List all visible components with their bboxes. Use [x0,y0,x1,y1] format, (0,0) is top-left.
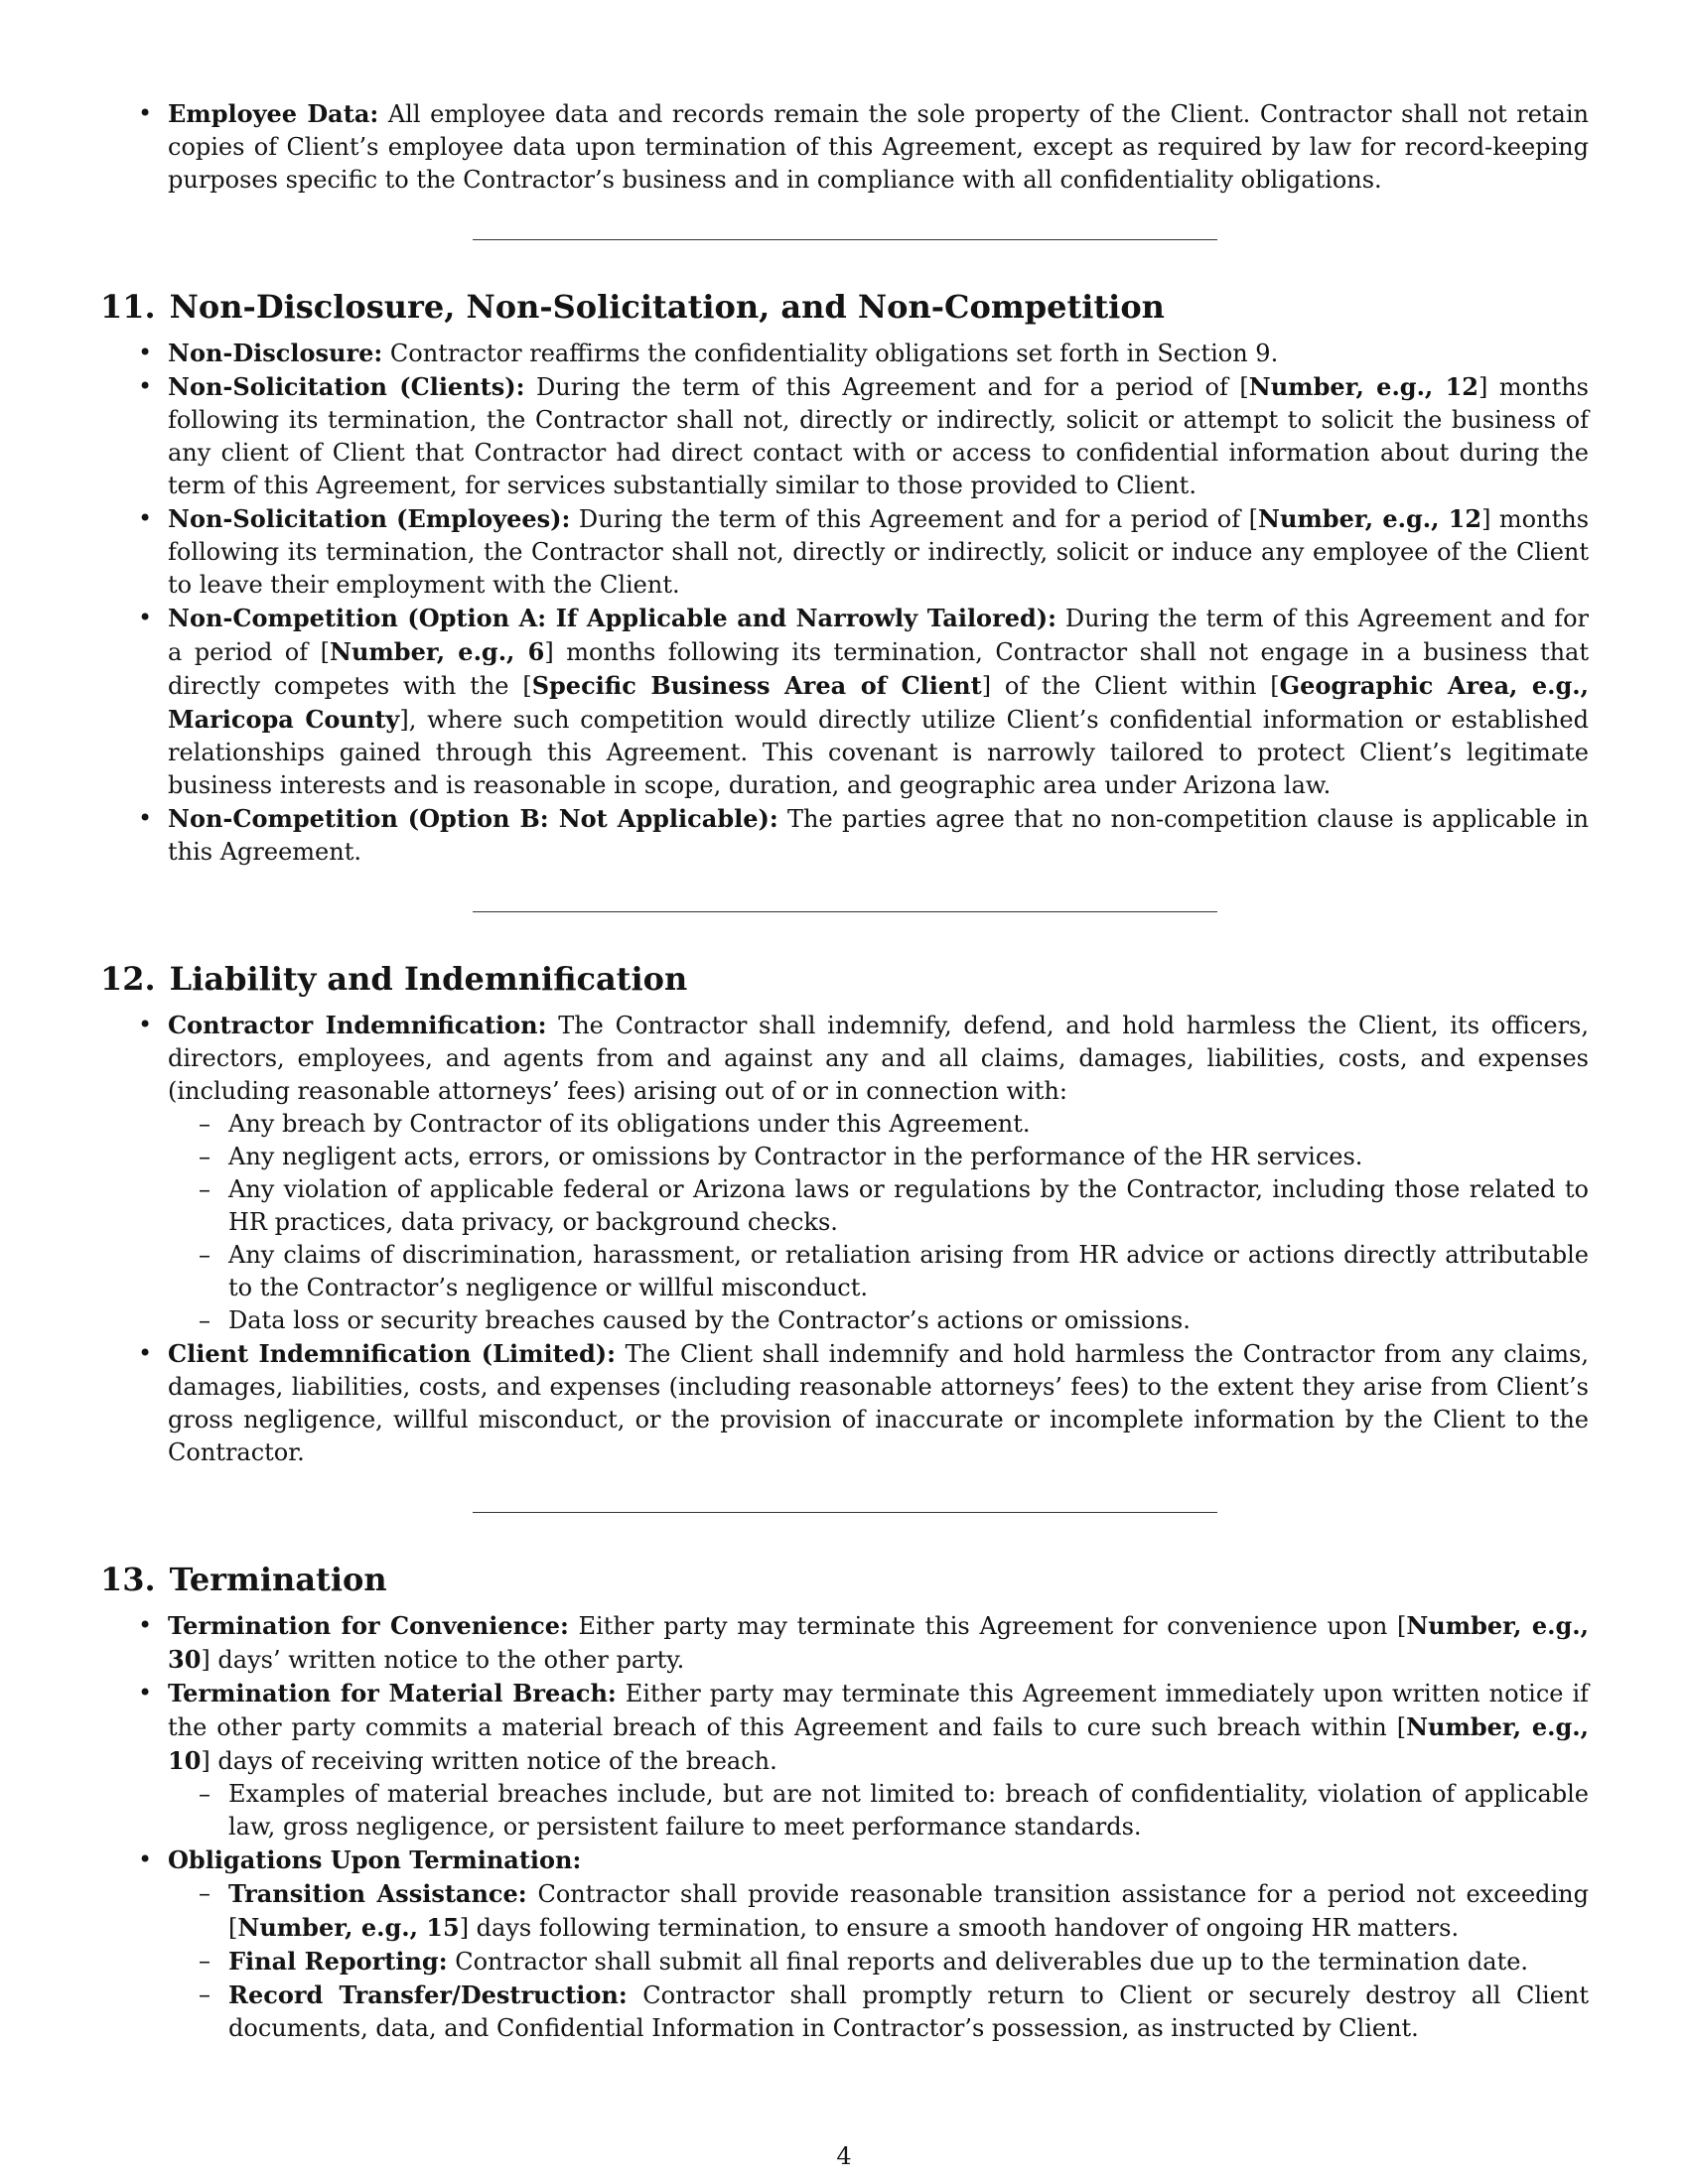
sub-list-item: – Any negligent acts, errors, or omissions by Contractor in the performance of the HR services. [168,1141,1589,1173]
sub-list-item: – Examples of material breaches include, but are not limited to: breach of confidentiality, violation of applicable law, gross negligence, or persistent failure to meet performance standards. [168,1778,1589,1843]
sub-list-item: – Any claims of discrimination, harassment, or retaliation arising from HR advice or actions directly attributable to the Contractor’s negligence or willful misconduct. [168,1239,1589,1304]
list-item: • Termination for Convenience: Either party may terminate this Agreement for convenience upon [Number, e.g., 30] days’ written notice to the other party. [100,1609,1589,1677]
sub-list [168,1877,1589,2045]
document-page [100,97,1589,2045]
list-item: • Non-Solicitation (Clients): During the term of this Agreement and for a period of [Number, e.g., 12] months following its termination, the Contractor shall not, directly or indirectly, solicit or attempt to solicit the business of any client of Client that Contractor had direct contact with or access to confidential information about during the term of this Agreement, for services substantially similar to those provided to Client. [100,370,1589,502]
list-item: • Non-Competition (Option A: If Applicable and Narrowly Tailored): During the term of this Agreement and for a period of [Number, e.g., 6] months following its termination, Contractor shall not engage in a business that directly competes with the [Specific Business Area of Client] of the Client within [Geographic Area, e.g., Maricopa County], where such competition would directly utilize Client’s confidential information or established relationships gained through this Agreement. This covenant is narrowly tailored to protect Client’s legitimate business interests and is reasonable in scope, duration, and geographic area under Arizona law. [100,602,1589,802]
list-item: • Client Indemnification (Limited): The Client shall indemnify and hold harmless the Contractor from any claims, damages, liabilities, costs, and expenses (including reasonable attorneys’ fees) to the extent they arise from Client’s gross negligence, willful misconduct, or the provision of inaccurate or incomplete information by the Client to the Contractor. [100,1337,1589,1469]
sub-list-item: – Any violation of applicable federal or Arizona laws or regulations by the Contractor, including those related to HR practices, data privacy, or background checks. [168,1173,1589,1239]
sub-list [168,1108,1589,1337]
sub-list-item: – Data loss or security breaches caused by the Contractor’s actions or omissions. [168,1304,1589,1337]
sub-list-item: – Final Reporting: Contractor shall submit all final reports and deliverables due up to the termination date. [168,1945,1589,1979]
sub-list-item: – Transition Assistance: Contractor shall provide reasonable transition assistance for a period not exceeding [Number, e.g., 15] days following termination, to ensure a smooth handover of ongoing HR matters. [168,1877,1589,1945]
list-item: • Non-Disclosure: Contractor reaffirms the confidentiality obligations set forth in Section 9. [100,337,1589,370]
section-divider [473,239,1217,240]
list-item: • Contractor Indemnification: The Contractor shall indemnify, defend, and hold harmless the Client, its officers, directors, employees, and agents from and against any and all claims, damages, liabilities, costs, and expenses (including reasonable attorneys’ fees) arising out of or in connection with: – Any breach by Contractor of its obligations under this Agreement. – Any negligent acts, errors, or omissions by Contractor in the performance of the HR services. – Any violation of applicable federal or Arizona laws or regulations by the Contractor, including those related to HR practices, data privacy, or background checks. – Any claims of discrimination, harassment, or retaliation arising from HR advice or actions directly attributable to the Contractor’s negligence or willful misconduct. – Data loss or security breaches caused by the Contractor’s actions or omissions. [100,1009,1589,1337]
section-heading-11: 11. Non-Disclosure, Non-Solicitation, and Non-Competition [100,288,1165,326]
section-heading-12: 12. Liability and Indemnification [100,960,688,998]
list-item: • Obligations Upon Termination: – Transition Assistance: Contractor shall provide reasonable transition assistance for a period not exceeding [Number, e.g., 15] days following termination, to ensure a smooth handover of ongoing HR matters. – Final Reporting: Contractor shall submit all final reports and deliverables due up to the termination date. – Record Transfer/Destruction: Contractor shall promptly return to Client or securely destroy all Client documents, data, and Confidential Information in Contractor’s possession, as instructed by Client. [100,1843,1589,2045]
item-label: Employee Data: [168,99,379,128]
section-12-list [100,1009,1589,1469]
sub-list-item: – Any breach by Contractor of its obligations under this Agreement. [168,1108,1589,1141]
section-13-list [100,1609,1589,2045]
list-item: • Non-Solicitation (Employees): During the term of this Agreement and for a period of [Number, e.g., 12] months following its termination, the Contractor shall not, directly or indirectly, solicit or induce any employee of the Client to leave their employment with the Client. [100,502,1589,602]
sub-list [168,1778,1589,1843]
sub-list-item: – Record Transfer/Destruction: Contractor shall promptly return to Client or securely destroy all Client documents, data, and Confidential Information in Contractor’s possession, as instructed by Client. [168,1979,1589,2045]
page-number: 4 [836,2142,852,2170]
section-11-list [100,337,1589,869]
list-item: • Non-Competition (Option B: Not Applicable): The parties agree that no non-competition clause is applicable in this Agreement. [100,802,1589,869]
section-divider [473,1512,1217,1513]
section-divider [473,911,1217,912]
list-item [100,97,1589,197]
employee-data-list [100,97,1589,197]
list-item: • Termination for Material Breach: Either party may terminate this Agreement immediately upon written notice if the other party commits a material breach of this Agreement and fails to cure such breach within [Number, e.g., 10] days of receiving written notice of the breach. – Examples of material breaches include, but are not limited to: breach of confidentiality, violation of applicable law, gross negligence, or persistent failure to meet performance standards. [100,1677,1589,1843]
item-text: All employee data and records remain the sole property of the Client. Contractor shall not retain copies of Client’s employee data upon termination of this Agreement, except as required by law for record-keeping purposes specific to the Contractor’s business and in compliance with all confidentiality obligations. [168,100,1589,194]
section-heading-13: 13. Termination [100,1561,387,1598]
